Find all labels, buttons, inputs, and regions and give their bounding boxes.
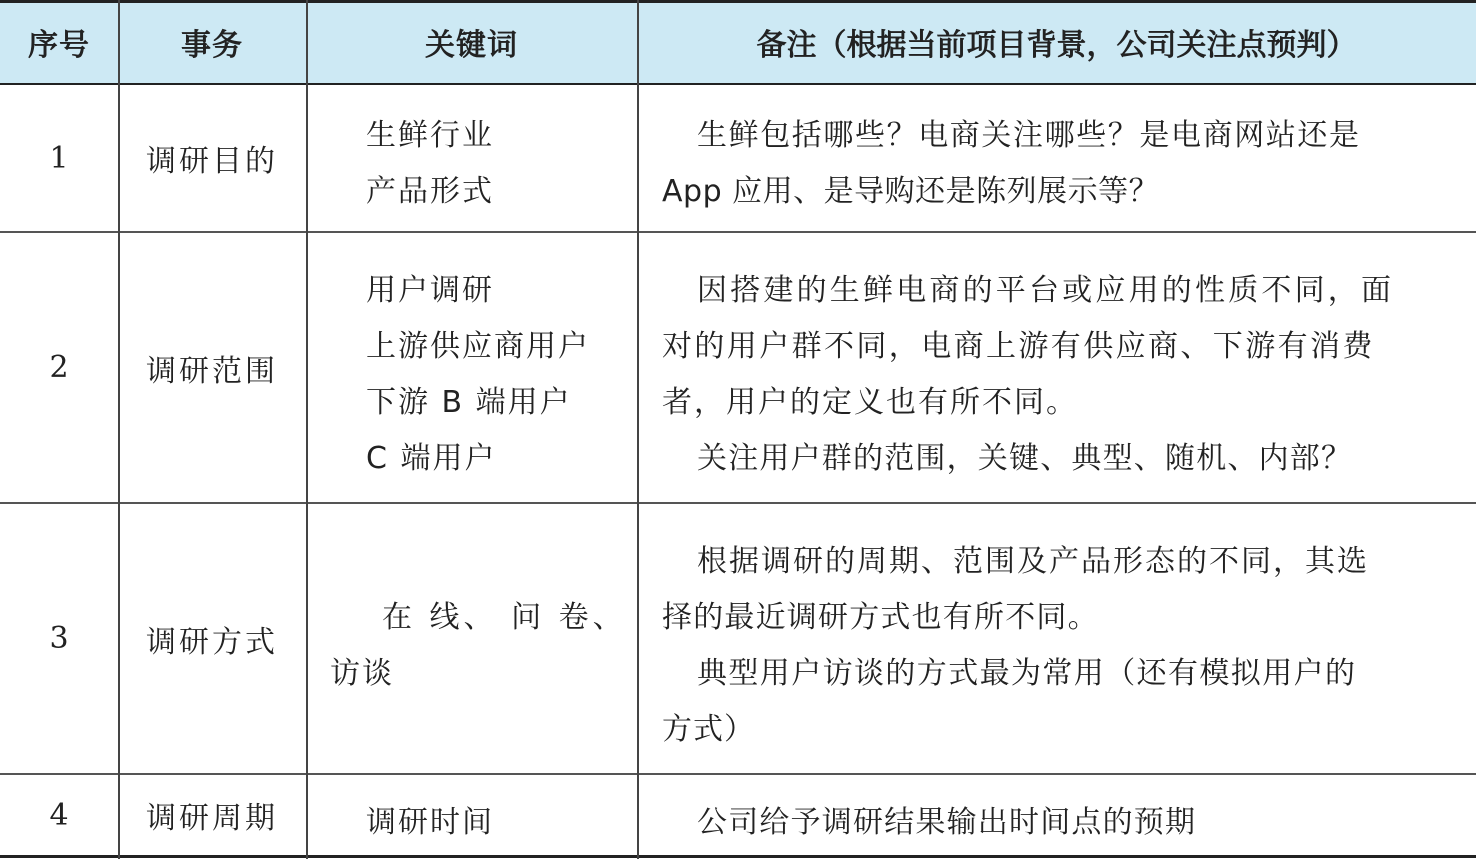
keyword-line: 在 线、 问 卷、 xyxy=(382,600,627,635)
note-line: 者，用户的定义也有所不同。 xyxy=(662,385,1078,420)
keyword-line: 下游 B 端用户 xyxy=(366,385,572,420)
keyword-line: 访谈 xyxy=(330,656,394,691)
row-task: 调研范围 xyxy=(146,353,278,389)
note-line: 择的最近调研方式也有所不同。 xyxy=(662,600,1099,635)
note-line: 因搭建的生鲜电商的平台或应用的性质不同，面 xyxy=(697,273,1395,308)
note-line: 根据调研的周期、范围及产品形态的不同，其选 xyxy=(697,544,1369,579)
keyword-line: C 端用户 xyxy=(366,441,497,476)
row-task: 调研周期 xyxy=(146,801,278,836)
note-line: 方式） xyxy=(662,712,755,747)
bottom-rule xyxy=(0,855,1476,858)
keyword-line: 产品形式 xyxy=(366,174,494,209)
keyword-line: 用户调研 xyxy=(366,273,494,308)
header-cell-no: 序号 xyxy=(28,27,90,63)
row-task: 调研目的 xyxy=(146,144,278,179)
keyword-line: 上游供应商用户 xyxy=(366,329,590,364)
note-line: 对的用户群不同，电商上游有供应商、下游有消费 xyxy=(662,329,1375,364)
note-line: 生鲜包括哪些？电商关注哪些？是电商网站还是 xyxy=(697,118,1361,153)
note-line: 关注用户群的范围，关键、典型、随机、内部？ xyxy=(697,441,1353,476)
column-rule xyxy=(306,0,308,859)
row-number: 4 xyxy=(49,797,69,833)
header-cell-notes: 备注（根据当前项目背景，公司关注点预判） xyxy=(756,27,1357,63)
header-cell-task: 事务 xyxy=(181,27,243,63)
note-line: 典型用户访谈的方式最为常用（还有模拟用户的 xyxy=(697,656,1357,691)
row-number: 2 xyxy=(49,350,69,385)
note-line: App 应用、是导购还是陈列展示等？ xyxy=(662,174,1160,209)
row-task: 调研方式 xyxy=(146,624,278,660)
keyword-line: 生鲜行业 xyxy=(366,118,494,153)
header-cell-keywords: 关键词 xyxy=(425,27,518,63)
row-number: 1 xyxy=(49,140,69,176)
note-line: 公司给予调研结果输出时间点的预期 xyxy=(697,805,1197,840)
keyword-line: 调研时间 xyxy=(366,805,494,840)
row-number: 3 xyxy=(49,621,69,656)
column-rule xyxy=(637,0,639,859)
